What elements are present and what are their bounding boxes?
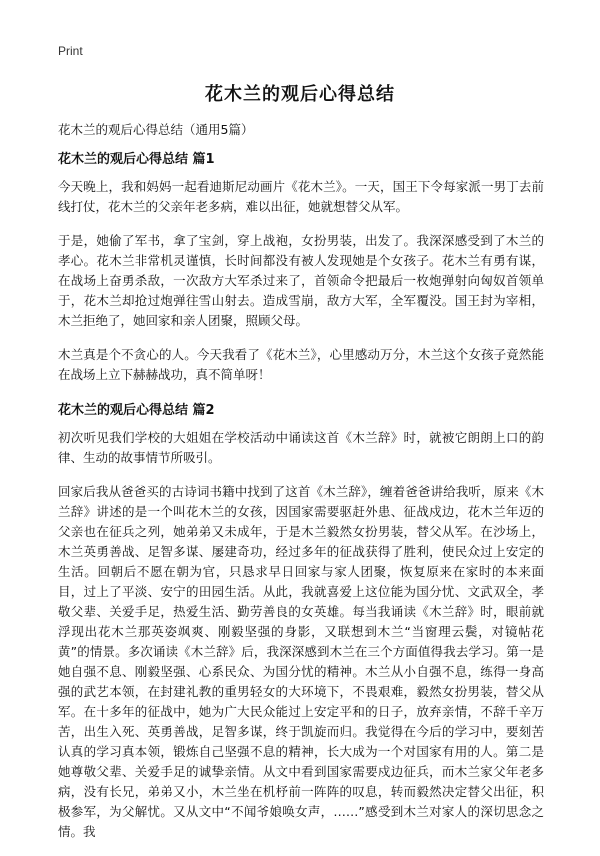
document-title: 花木兰的观后心得总结 (205, 84, 395, 105)
section-1 (58, 148, 544, 385)
paragraph: 回家后我从爸爸买的古诗词书籍中找到了这首《木兰辞》，缠着爸爸讲给我听，原来《木兰辞》讲述的是一个叫花木兰的女孩，因国家需要驱赶外患、征战戍边，花木兰年迈的父亲也在征兵之列，她弟弟又未成年，于是木兰毅然女扮男装，替父从军。在沙场上，木兰英勇善战、足智多谋、屡建奇功，经过多年的征战获得了胜利，使民众过上安定的生活。回朝后不愿在朝为官，只恳求早日回家与家人团聚，恢复原来在家时的本来面目，过上了平淡、安宁的田园生活。从此，我就喜爱上这位能为国分忧、文武双全，孝敬父辈、关爱手足，热爱生活、勤劳善良的女英雄。每当我诵读《木兰辞》时，眼前就浮现出花木兰那英姿飒爽、刚毅坚强的身影，又联想到木兰“当窗理云鬓，对镜帖花黄”的情景。多次诵读《木兰辞》后，我深深感到木兰在三个方面值得我去学习。第一是她自强不息、刚毅坚强、心系民众、为国分忧的精神。木兰从小自强不息，练得一身高强的武艺本领，在封建礼教的重男轻女的大环境下，不畏艰难，毅然女扮男装，替父从军。在十多年的征战中，她为广大民众能过上安定平和的日子，放弃亲情，不辞千辛万苦，出生入死、英勇善战，足智多谋，终于凯旋而归。我觉得在今后的学习中，要刻苦认真的学习真本领，锻炼自己坚强不息的精神，长大成为一个对国家有用的人。第二是她尊敬父辈、关爱手足的诚挚亲情。从文中看到国家需要戍边征兵，而木兰家父年老多病，没有长兄，弟弟又小，木兰坐在机杼前一阵阵的叹息，转而毅然决定替父出征，积极参军，为父解忧。又从文中“不闻爷娘唤女声，……”感受到木兰对家人的深切思念之情。我 (58, 484, 544, 839)
section-heading: 花木兰的观后心得总结 篇1 (58, 152, 215, 167)
paragraph: 今天晚上，我和妈妈一起看迪斯尼动画片《花木兰》。一天，国王下令每家派一男丁去前线打仗，花木兰的父亲年老多病，难以出征，她就想替父从军。 (58, 179, 544, 214)
document-body (58, 148, 544, 856)
print-label[interactable]: Print (58, 44, 83, 58)
section-2 (58, 399, 544, 842)
paragraph: 初次听见我们学校的大姐姐在学校活动中诵读这首《木兰辞》时，就被它朗朗上口的韵律、生动的故事情节所吸引。 (58, 430, 544, 465)
section-heading: 花木兰的观后心得总结 篇2 (58, 403, 215, 418)
document-subtitle: 花木兰的观后心得总结（通用5篇） (58, 122, 254, 137)
paragraph: 于是，她偷了军书，拿了宝剑，穿上战袍，女扮男装，出发了。我深深感受到了木兰的孝心。花木兰非常机灵谨慎，长时间都没有被人发现她是个女孩子。花木兰有勇有谋，在战场上奋勇杀敌，一次敌方大军杀过来了，首领命令把最后一枚炮弹射向匈奴首领单于，花木兰却抢过炮弹往雪山射去。造成雪崩，敌方大军，全军覆没。国王封为宰相，木兰拒绝了，她回家和亲人团聚，照顾父母。 (58, 233, 544, 328)
paragraph: 木兰真是个不贪心的人。今天我看了《花木兰》，心里感动万分，木兰这个女孩子竟然能在战场上立下赫赫战功，真不简单呀！ (58, 347, 544, 382)
